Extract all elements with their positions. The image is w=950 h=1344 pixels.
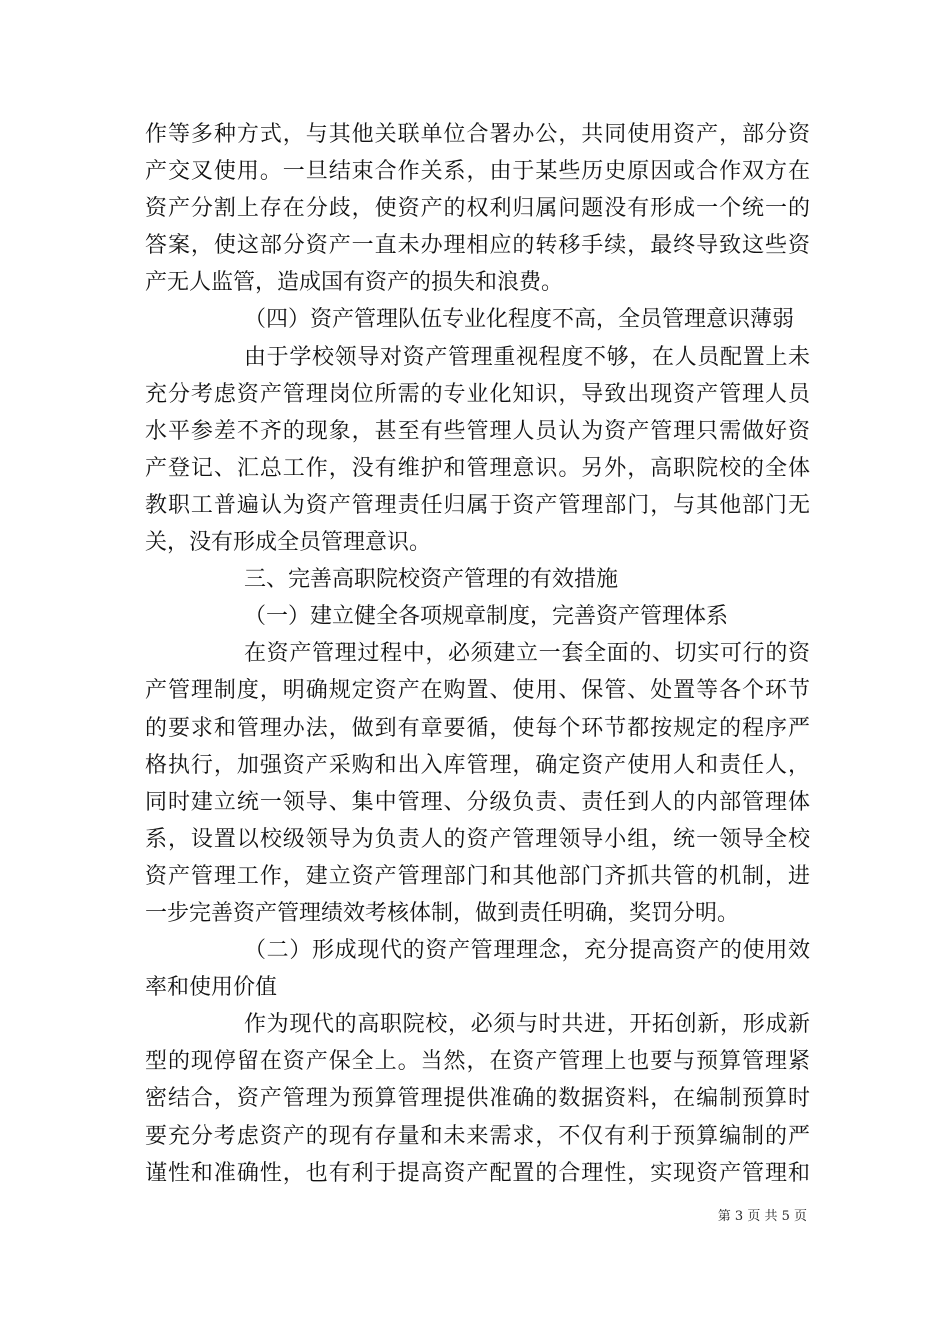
text-line: 要充分考虑资产的现有存量和未来需求，不仅有利于预算编制的严 [145, 1123, 810, 1149]
text-line: 教职工普遍认为资产管理责任归属于资产管理部门，与其他部门无 [145, 492, 810, 518]
text-line: 关，没有形成全员管理意识。 [145, 530, 432, 556]
text-line: 谨性和准确性，也有利于提高资产配置的合理性，实现资产管理和 [145, 1160, 810, 1186]
text-line: 系，设置以校级领导为负责人的资产管理领导小组，统一领导全校 [145, 826, 810, 852]
text-line: （二）形成现代的资产管理理念，充分提高资产的使用效 [244, 938, 810, 964]
section-heading: （四）资产管理队伍专业化程度不高，全员管理意识薄弱 [244, 307, 795, 333]
document-body [145, 116, 810, 1192]
text-line: 资产分割上存在分歧，使资产的权利归属问题没有形成一个统一的 [145, 196, 810, 222]
text-line: 密结合，资产管理为预算管理提供准确的数据资料，在编制预算时 [145, 1086, 810, 1112]
text-line: 格执行，加强资产采购和出入库管理，确定资产使用人和责任人， [145, 752, 810, 778]
section-heading: （一）建立健全各项规章制度，完善资产管理体系 [244, 604, 729, 630]
section-heading: 三、完善高职院校资产管理的有效措施 [244, 567, 619, 593]
text-line: 答案，使这部分资产一直未办理相应的转移手续，最终导致这些资 [145, 233, 810, 259]
text-line: 作等多种方式，与其他关联单位合署办公，共同使用资产，部分资 [145, 122, 810, 147]
text-line: 产登记、汇总工作，没有维护和管理意识。另外，高职院校的全体 [145, 455, 810, 481]
text-line: 产无人监管，造成国有资产的损失和浪费。 [145, 270, 564, 296]
text-line: 充分考虑资产管理岗位所需的专业化知识，导致出现资产管理人员 [145, 381, 810, 407]
text-line: 由于学校领导对资产管理重视程度不够，在人员配置上未 [244, 344, 810, 370]
text-line: 的要求和管理办法，做到有章要循，使每个环节都按规定的程序严 [145, 715, 810, 741]
text-line: 作为现代的高职院校，必须与时共进，开拓创新，形成新 [244, 1012, 810, 1038]
text-line: 产交叉使用。一旦结束合作关系，由于某些历史原因或合作双方在 [145, 159, 810, 185]
page-number: 第 3 页 共 5 页 [717, 1209, 807, 1224]
text-line: 在资产管理过程中，必须建立一套全面的、切实可行的资 [244, 641, 810, 667]
text-line: 一步完善资产管理绩效考核体制，做到责任明确，奖罚分明。 [145, 900, 740, 926]
text-line: 型的现停留在资产保全上。当然，在资产管理上也要与预算管理紧 [145, 1049, 810, 1075]
text-line: 水平参差不齐的现象，甚至有些管理人员认为资产管理只需做好资 [145, 418, 810, 444]
text-line: 率和使用价值 [145, 975, 278, 1001]
text-line: 产管理制度，明确规定资产在购置、使用、保管、处置等各个环节 [145, 678, 810, 704]
text-line: 资产管理工作，建立资产管理部门和其他部门齐抓共管的机制，进 [145, 863, 810, 889]
text-line: 同时建立统一领导、集中管理、分级负责、责任到人的内部管理体 [145, 789, 810, 815]
